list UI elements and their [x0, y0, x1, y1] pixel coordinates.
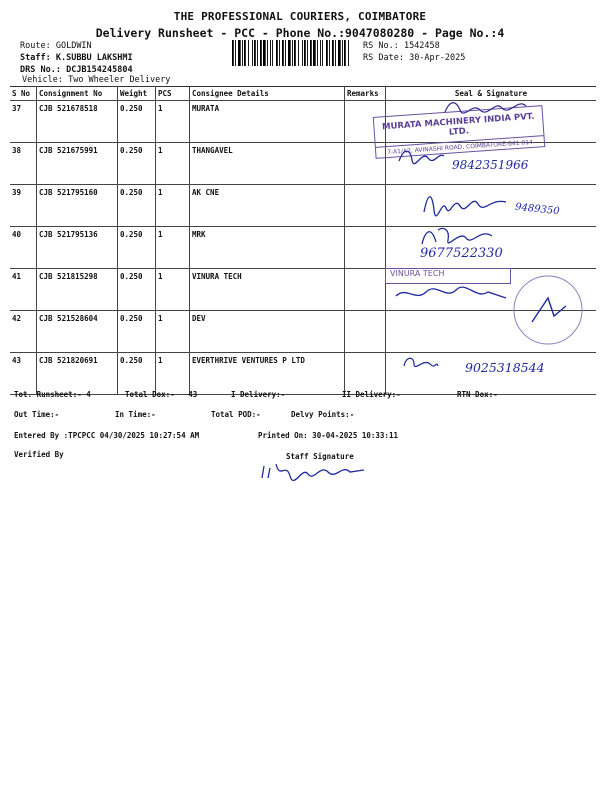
row-consignee: MURATA: [190, 101, 345, 143]
murata-stamp-address: 7-A1/A2, AVINASHI ROAD, COIMBATORE-641 014: [376, 135, 544, 157]
staff-line: [20, 53, 133, 63]
rs-date-line: [363, 53, 465, 63]
row-consignment: CJB 521820691: [37, 353, 118, 395]
rs-date-value: 30-Apr-2025: [409, 53, 466, 63]
col-pcs: PCS: [156, 86, 190, 101]
row-consignee: THANGAVEL: [190, 143, 345, 185]
row-consignment: CJB 521815298: [37, 269, 118, 311]
staff-label: Staff:: [20, 53, 51, 63]
row-consignee: DEV: [190, 311, 345, 353]
rs-no-label: RS No.:: [363, 41, 399, 51]
col-sno: S No: [10, 86, 37, 101]
signature-37: [440, 96, 530, 118]
row-remarks: [345, 269, 386, 311]
col-remarks: Remarks: [345, 86, 386, 101]
row-weight: 0.250: [118, 353, 156, 395]
phone-40: 9677522330: [420, 246, 503, 261]
signature-39: [420, 190, 510, 218]
table-row: [10, 227, 596, 269]
signature-38: [396, 146, 446, 168]
drs-value: DCJB154245804: [66, 65, 133, 75]
row-pcs: 1: [156, 311, 190, 353]
row-consignment: CJB 521678518: [37, 101, 118, 143]
row-consignee: VINURA TECH: [190, 269, 345, 311]
tot-runsheet: Tot. Runsheet:- 4: [14, 390, 91, 399]
in-time: In Time:-: [115, 410, 156, 419]
row-consignee: MRK: [190, 227, 345, 269]
staff-signature: [258, 458, 368, 484]
row-consignment: CJB 521675991: [37, 143, 118, 185]
row-weight: 0.250: [118, 227, 156, 269]
route-label: Route:: [20, 41, 51, 51]
staff-signature-label: Staff Signature: [286, 452, 354, 461]
vehicle-value: Two Wheeler Delivery: [68, 75, 171, 85]
i-delivery: I Delivery:-: [231, 390, 286, 399]
row-sno: 43: [10, 353, 37, 395]
signature-43: [400, 352, 440, 372]
phone-43: 9025318544: [465, 360, 545, 375]
rs-date-label: RS Date:: [363, 53, 404, 63]
col-weight: Weight: [118, 86, 156, 101]
row-weight: 0.250: [118, 101, 156, 143]
phone-39: 9489350: [514, 201, 560, 218]
verified-by: Verified By: [14, 450, 64, 459]
runsheet-title: Delivery Runsheet - PCC - Phone No.:9047080280 - Page No.:4: [95, 26, 505, 40]
row-weight: 0.250: [118, 143, 156, 185]
row-consignment: CJB 521795136: [37, 227, 118, 269]
row-remarks: [345, 185, 386, 227]
col-seal: Seal & Signature: [386, 86, 597, 101]
barcode: [232, 40, 354, 66]
row-consignee: AK CNE: [190, 185, 345, 227]
row-remarks: [345, 353, 386, 395]
row-sno: 42: [10, 311, 37, 353]
rtn-dox: RTN Dox:-: [457, 390, 498, 399]
row-pcs: 1: [156, 185, 190, 227]
row-remarks: [345, 227, 386, 269]
printed-on: Printed On: 30-04-2025 10:33:11: [258, 431, 398, 440]
row-sno: 41: [10, 269, 37, 311]
route-line: [20, 41, 92, 51]
row-sno: 39: [10, 185, 37, 227]
row-pcs: 1: [156, 101, 190, 143]
drs-line: [20, 65, 133, 75]
total-pod: Total POD:-: [211, 410, 261, 419]
delvy-points: Delvy Points:-: [291, 410, 355, 419]
row-weight: 0.250: [118, 269, 156, 311]
row-consignment: CJB 521795160: [37, 185, 118, 227]
row-pcs: 1: [156, 269, 190, 311]
row-sno: 38: [10, 143, 37, 185]
row-consignment: CJB 521528604: [37, 311, 118, 353]
row-sno: 37: [10, 101, 37, 143]
out-time: Out Time:-: [14, 410, 60, 419]
entered-by: Entered By :TPCPCC 04/30/2025 10:27:54 AM: [14, 431, 200, 440]
row-pcs: 1: [156, 143, 190, 185]
row-weight: 0.250: [118, 311, 156, 353]
row-weight: 0.250: [118, 185, 156, 227]
total-dox: Total Dox:- 43: [125, 390, 198, 399]
signature-41: [392, 284, 512, 306]
phone-38: 9842351966: [452, 158, 529, 172]
murata-stamp-name: MURATA MACHINERY INDIA PVT. LTD.: [381, 111, 535, 138]
row-sno: 40: [10, 227, 37, 269]
company-name: THE PROFESSIONAL COURIERS, COIMBATORE: [173, 10, 427, 23]
col-consignment: Consignment No: [37, 86, 118, 101]
staff-value: K.SUBBU LAKSHMI: [55, 53, 133, 63]
row-pcs: 1: [156, 227, 190, 269]
col-consignee: Consignee Details: [190, 86, 345, 101]
row-consignee: EVERTHRIVE VENTURES P LTD: [190, 353, 345, 395]
vehicle-line: [22, 75, 170, 85]
round-seal-mark: [508, 270, 588, 350]
row-pcs: 1: [156, 353, 190, 395]
row-remarks: [345, 311, 386, 353]
ii-delivery: II Delivery:-: [342, 390, 401, 399]
vehicle-label: Vehicle:: [22, 75, 63, 85]
rs-no-line: [363, 41, 440, 51]
drs-label: DRS No.:: [20, 65, 61, 75]
rs-no-value: 1542458: [403, 41, 440, 51]
vinura-stamp: VINURA TECH: [385, 268, 511, 284]
route-value: GOLDWIN: [55, 41, 92, 51]
